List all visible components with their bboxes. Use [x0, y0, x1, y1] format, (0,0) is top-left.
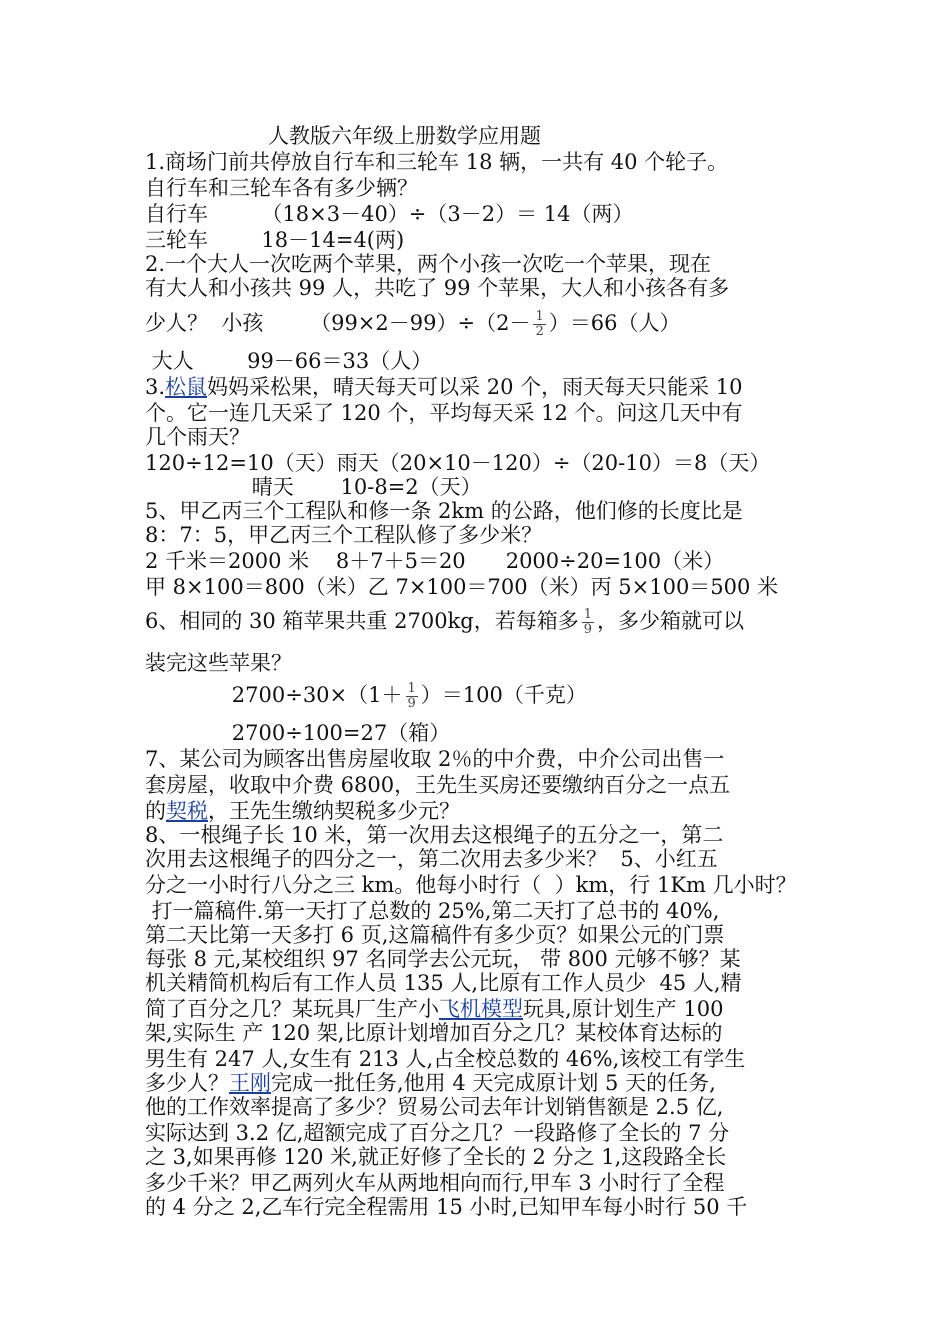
paragraph-line-7: 男生有 247 人,女生有 213 人,占全校总数的 46%,该校工有学生	[145, 1047, 746, 1071]
problem-7-line-3-start: 的	[145, 799, 166, 823]
fraction-numerator: 1	[407, 681, 416, 696]
paragraph-line-8-start: 多少人？	[145, 1071, 229, 1095]
paragraph-line-8	[145, 1070, 716, 1096]
problem-1-solution-2: 三轮车 18－14=4(两)	[145, 228, 405, 252]
problem-2-line-3-start: 少人？ 小孩 （99×2－99）÷（2－	[145, 311, 531, 335]
problem-3-line-1-rest: 妈妈采松果，晴天每天可以采 20 个，雨天每天只能采 10	[207, 375, 743, 399]
problem-1-solution-1: 自行车 （18×3－40）÷（3－2）＝ 14（两）	[145, 202, 634, 226]
problem-6-solution-2: 2700÷100=27（箱）	[145, 721, 451, 745]
paragraph-line-5-rest: 玩具,原计划生产 100	[523, 997, 724, 1021]
problem-6-solution-1-end: ）＝100（千克）	[420, 683, 587, 707]
problem-7-line-1: 7、某公司为顾客出售房屋收取 2％的中介费，中介公司出售一	[145, 747, 725, 771]
problem-6-solution-1	[145, 682, 587, 711]
problem-2-solution: 大人 99－66＝33（人）	[145, 349, 433, 373]
paragraph-line-13: 的 4 分之 2,乙车行完全程需用 15 小时,已知甲车每小时行 50 千	[145, 1195, 748, 1219]
squirrel-link[interactable]: 松鼠	[165, 375, 208, 399]
problem-2-line-3-end: ）＝66（人）	[548, 311, 681, 335]
paragraph-line-12: 多少千米？甲乙两列火车从两地相向而行,甲车 3 小时行了全程	[145, 1171, 725, 1195]
fraction-numerator: 1	[535, 309, 544, 324]
problem-3-line-2: 个。它一连几天采了 120 个，平均每天采 12 个。问这几天中有	[145, 401, 743, 425]
problem-8-line-3: 分之一小时行八分之三 km。他每小时行（ ）km，行 1Km 几小时？	[145, 873, 797, 897]
problem-3-line-1	[145, 374, 743, 400]
paragraph-line-6: 架,实际生 产 120 架,比原计划增加百分之几？某校体育达标的	[145, 1021, 723, 1045]
fraction-one-ninth	[406, 682, 418, 711]
problem-3-line-3: 几个雨天？	[145, 425, 250, 449]
paragraph-line-3: 每张 8 元,某校组织 97 名同学去公元玩， 带 800 元够不够？某	[145, 947, 741, 971]
problem-3-solution-1: 120÷12=10（天）雨天（20×10－120）÷（20-10）＝8（天）	[145, 451, 771, 475]
problem-2-line-1: 2.一个大人一次吃两个苹果，两个小孩一次吃一个苹果，现在	[145, 252, 712, 276]
problem-1-line-2: 自行车和三轮车各有多少辆？	[145, 176, 418, 200]
paragraph-line-8-rest: 完成一批任务,他用 4 天完成原计划 5 天的任务,	[271, 1071, 716, 1095]
paragraph-line-5-start: 简了百分之几？某玩具厂生产小	[145, 997, 439, 1021]
problem-5-solution-1: 2 千米＝2000 米 8＋7＋5＝20 2000÷20=100（米）	[145, 549, 725, 573]
problem-7-line-3	[145, 798, 460, 824]
problem-7-line-2: 套房屋，收取中介费 6800，王先生买房还要缴纳百分之一点五	[145, 773, 731, 797]
paragraph-line-11: 之 3,如果再修 120 米,就正好修了全长的 2 分之 1,这段路全长	[145, 1145, 727, 1169]
paragraph-line-9: 他的工作效率提高了多少？贸易公司去年计划销售额是 2.5 亿,	[145, 1095, 724, 1119]
wang-gang-link[interactable]: 王刚	[229, 1071, 271, 1095]
problem-1-line-1: 1.商场门前共停放自行车和三轮车 18 辆，一共有 40 个轮子。	[145, 150, 729, 174]
problem-6-solution-1-start: 2700÷30×（1＋	[145, 683, 403, 707]
problem-2-line-2: 有大人和小孩共 99 人，共吃了 99 个苹果，大人和小孩各有多	[145, 276, 730, 300]
problem-6-line-2: 装完这些苹果？	[145, 651, 292, 675]
paragraph-line-2: 第二天比第一天多打 6 页,这篇稿件有多少页？如果公元的门票	[145, 923, 725, 947]
problem-3-number: 3.	[145, 375, 166, 399]
problem-8-line-1: 8、一根绳子长 10 米，第一次用去这根绳子的五分之一，第二	[145, 823, 724, 847]
problem-7-line-3-rest: ，王先生缴纳契税多少元？	[208, 799, 460, 823]
paragraph-line-10: 实际达到 3.2 亿,超额完成了百分之几？一段路修了全长的 7 分	[145, 1121, 730, 1145]
problem-5-line-2: 8：7：5，甲乙丙三个工程队修了多少米？	[145, 523, 543, 547]
problem-5-line-1: 5、甲乙丙三个工程队和修一条 2km 的公路，他们修的长度比是	[145, 499, 743, 523]
problem-6-line-1-start: 6、相同的 30 箱苹果共重 2700kg，若每箱多	[145, 609, 579, 633]
problem-5-solution-2: 甲 8×100＝800（米）乙 7×100＝700（米）丙 5×100＝500 米	[145, 575, 779, 599]
airplane-model-link[interactable]: 飞机模型	[439, 997, 523, 1021]
fraction-one-ninth	[582, 608, 594, 637]
problem-6-line-1-end: ，多少箱就可以	[597, 609, 744, 633]
problem-8-line-2: 次用去这根绳子的四分之一，第二次用去多少米？ 5、小红五	[145, 847, 718, 871]
problem-2-line-3	[145, 310, 680, 339]
page-title: 人教版六年级上册数学应用题	[268, 124, 541, 148]
deed-tax-link[interactable]: 契税	[166, 799, 208, 823]
fraction-denominator: 9	[407, 696, 416, 711]
problem-3-solution-2: 晴天 10-8=2（天）	[145, 475, 482, 499]
fraction-denominator: 9	[583, 622, 592, 637]
fraction-one-half	[533, 310, 545, 339]
problem-6-line-1	[145, 608, 744, 637]
fraction-numerator: 1	[583, 607, 592, 622]
paragraph-line-1: 打一篇稿件.第一天打了总数的 25%,第二天打了总书的 40%,	[145, 899, 720, 923]
fraction-denominator: 2	[535, 324, 544, 339]
paragraph-line-4: 机关精简机构后有工作人员 135 人,比原有工作人员少 45 人,精	[145, 971, 742, 995]
paragraph-line-5	[145, 996, 723, 1022]
